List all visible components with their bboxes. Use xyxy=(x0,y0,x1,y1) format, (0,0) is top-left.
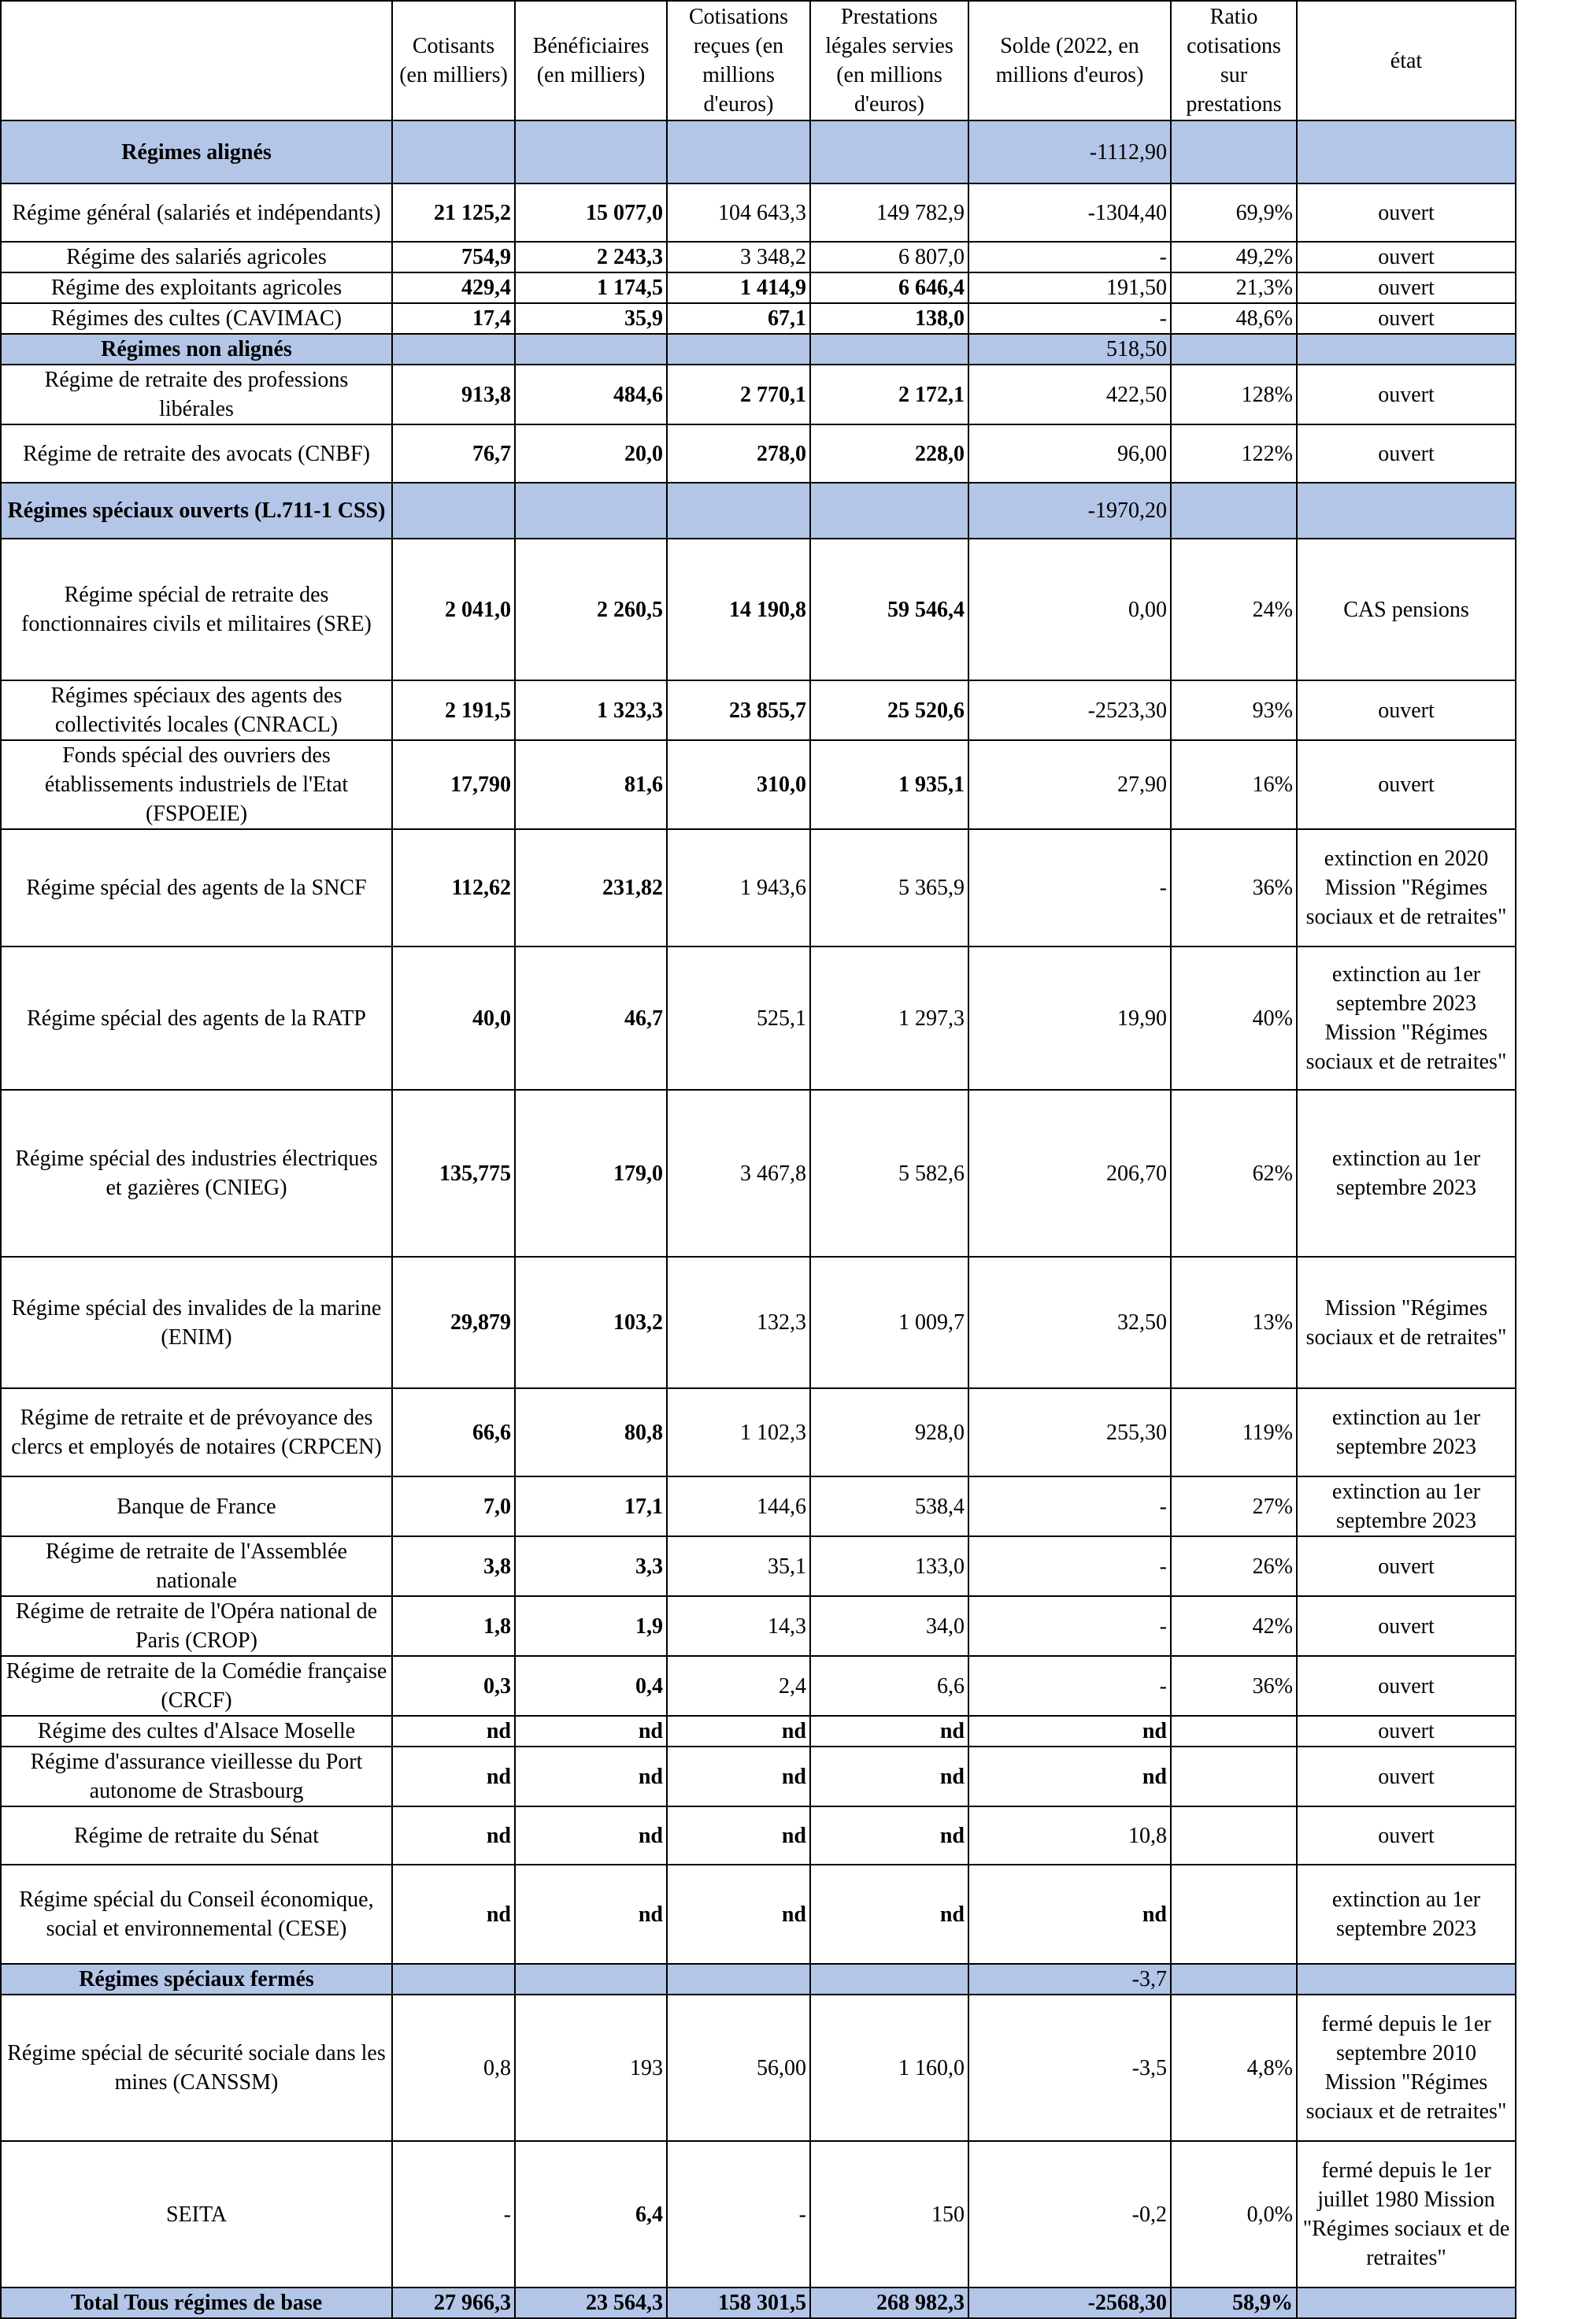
cell-etat: ouvert xyxy=(1297,680,1516,740)
cell-regime-name: Régimes des cultes (CAVIMAC) xyxy=(1,303,392,334)
table-row xyxy=(1,539,1516,680)
section-row xyxy=(1,483,1516,539)
cell-ratio: 36% xyxy=(1171,1656,1297,1716)
cell-ratio: 13% xyxy=(1171,1257,1297,1388)
cell-cotisations-recues: nd xyxy=(667,1806,810,1865)
cell-cotisations-recues: 2 770,1 xyxy=(667,365,810,424)
cell-beneficiaires: 3,3 xyxy=(515,1536,667,1596)
cell-prestations xyxy=(810,1964,968,1995)
cell-etat: Mission "Régimes sociaux et de retraites" xyxy=(1297,1257,1516,1388)
cell-solde: 206,70 xyxy=(968,1090,1171,1257)
table-row xyxy=(1,1596,1516,1656)
cell-ratio xyxy=(1171,120,1297,183)
cell-solde: 96,00 xyxy=(968,424,1171,483)
header-prestations: Prestations légales servies (en millions d'euros) xyxy=(810,1,968,120)
cell-cotisants xyxy=(392,483,515,539)
cell-cotisants xyxy=(392,120,515,183)
cell-ratio: 128% xyxy=(1171,365,1297,424)
cell-solde: -3,5 xyxy=(968,1995,1171,2141)
cell-ratio: 4,8% xyxy=(1171,1995,1297,2141)
cell-solde: 255,30 xyxy=(968,1388,1171,1476)
cell-regime-name: Régime spécial des agents de la SNCF xyxy=(1,829,392,946)
cell-cotisants: 0,3 xyxy=(392,1656,515,1716)
cell-prestations: 6 807,0 xyxy=(810,242,968,272)
cell-etat xyxy=(1297,2288,1516,2318)
cell-cotisants: 135,775 xyxy=(392,1090,515,1257)
cell-ratio: 40% xyxy=(1171,946,1297,1090)
cell-etat: extinction au 1er septembre 2023 xyxy=(1297,1090,1516,1257)
cell-cotisants: 2 041,0 xyxy=(392,539,515,680)
table-row xyxy=(1,2141,1516,2288)
cell-cotisations-recues: 278,0 xyxy=(667,424,810,483)
cell-regime-name: Régime spécial de sécurité sociale dans les mines (CANSSM) xyxy=(1,1995,392,2141)
cell-beneficiaires: nd xyxy=(515,1747,667,1806)
cell-solde: 191,50 xyxy=(968,272,1171,303)
cell-solde: 10,8 xyxy=(968,1806,1171,1865)
table-row xyxy=(1,1716,1516,1747)
cell-regime-name: Régime de retraite et de prévoyance des clercs et employés de notaires (CRPCEN) xyxy=(1,1388,392,1476)
cell-regime-name: Régime de retraite des professions libérales xyxy=(1,365,392,424)
table-row xyxy=(1,183,1516,242)
cell-solde: 422,50 xyxy=(968,365,1171,424)
cell-cotisants: 29,879 xyxy=(392,1257,515,1388)
cell-cotisants: 66,6 xyxy=(392,1388,515,1476)
cell-prestations: 2 172,1 xyxy=(810,365,968,424)
cell-regime-name: Total Tous régimes de base xyxy=(1,2288,392,2318)
cell-solde: - xyxy=(968,303,1171,334)
cell-cotisants: 112,62 xyxy=(392,829,515,946)
cell-cotisations-recues: 104 643,3 xyxy=(667,183,810,242)
cell-cotisants: 40,0 xyxy=(392,946,515,1090)
header-ratio: Ratio cotisations sur prestations xyxy=(1171,1,1297,120)
cell-prestations: nd xyxy=(810,1806,968,1865)
cell-beneficiaires: 46,7 xyxy=(515,946,667,1090)
header-row xyxy=(1,1,1516,120)
cell-ratio: 27% xyxy=(1171,1476,1297,1536)
cell-beneficiaires: 20,0 xyxy=(515,424,667,483)
table-row xyxy=(1,1536,1516,1596)
cell-cotisations-recues: 525,1 xyxy=(667,946,810,1090)
cell-beneficiaires: 484,6 xyxy=(515,365,667,424)
cell-beneficiaires: 2 260,5 xyxy=(515,539,667,680)
cell-cotisations-recues: 35,1 xyxy=(667,1536,810,1596)
table-row xyxy=(1,1257,1516,1388)
cell-prestations: 5 582,6 xyxy=(810,1090,968,1257)
cell-prestations: 228,0 xyxy=(810,424,968,483)
cell-beneficiaires: 81,6 xyxy=(515,740,667,829)
cell-beneficiaires: 193 xyxy=(515,1995,667,2141)
cell-cotisants: 21 125,2 xyxy=(392,183,515,242)
table-row xyxy=(1,365,1516,424)
cell-prestations: 1 935,1 xyxy=(810,740,968,829)
cell-regime-name: Régime de retraite de l'Assemblée nationale xyxy=(1,1536,392,1596)
cell-beneficiaires xyxy=(515,120,667,183)
cell-beneficiaires: 1,9 xyxy=(515,1596,667,1656)
cell-regime-name: Régimes non alignés xyxy=(1,334,392,365)
cell-cotisants xyxy=(392,334,515,365)
cell-ratio: 36% xyxy=(1171,829,1297,946)
cell-etat: ouvert xyxy=(1297,1596,1516,1656)
cell-regime-name: Banque de France xyxy=(1,1476,392,1536)
cell-solde: 27,90 xyxy=(968,740,1171,829)
cell-cotisations-recues: 67,1 xyxy=(667,303,810,334)
cell-cotisations-recues: 2,4 xyxy=(667,1656,810,1716)
cell-beneficiaires: nd xyxy=(515,1806,667,1865)
cell-cotisations-recues xyxy=(667,483,810,539)
cell-regime-name: Régimes spéciaux ouverts (L.711-1 CSS) xyxy=(1,483,392,539)
table-row xyxy=(1,1747,1516,1806)
table-row xyxy=(1,303,1516,334)
cell-cotisants xyxy=(392,1964,515,1995)
cell-prestations: 133,0 xyxy=(810,1536,968,1596)
cell-etat: ouvert xyxy=(1297,1747,1516,1806)
table-row xyxy=(1,1865,1516,1964)
cell-etat: ouvert xyxy=(1297,740,1516,829)
cell-solde: 19,90 xyxy=(968,946,1171,1090)
cell-etat: CAS pensions xyxy=(1297,539,1516,680)
cell-cotisations-recues: 56,00 xyxy=(667,1995,810,2141)
cell-regime-name: Régime de retraite de l'Opéra national de Paris (CROP) xyxy=(1,1596,392,1656)
cell-etat: ouvert xyxy=(1297,1536,1516,1596)
cell-cotisations-recues xyxy=(667,1964,810,1995)
cell-etat: ouvert xyxy=(1297,303,1516,334)
cell-regime-name: Régime spécial des agents de la RATP xyxy=(1,946,392,1090)
cell-regime-name: Régime général (salariés et indépendants) xyxy=(1,183,392,242)
table-row xyxy=(1,740,1516,829)
cell-etat: extinction en 2020 Mission "Régimes sociaux et de retraites" xyxy=(1297,829,1516,946)
cell-ratio xyxy=(1171,1865,1297,1964)
table-row xyxy=(1,1656,1516,1716)
cell-etat: ouvert xyxy=(1297,1656,1516,1716)
cell-solde: -1112,90 xyxy=(968,120,1171,183)
cell-regime-name: Régime de retraite de la Comédie française (CRCF) xyxy=(1,1656,392,1716)
cell-beneficiaires: 1 174,5 xyxy=(515,272,667,303)
cell-beneficiaires: 15 077,0 xyxy=(515,183,667,242)
cell-ratio xyxy=(1171,334,1297,365)
table-row xyxy=(1,1388,1516,1476)
cell-cotisations-recues: 1 414,9 xyxy=(667,272,810,303)
cell-prestations: 1 160,0 xyxy=(810,1995,968,2141)
cell-regime-name: Régime des cultes d'Alsace Moselle xyxy=(1,1716,392,1747)
cell-cotisations-recues: 23 855,7 xyxy=(667,680,810,740)
cell-beneficiaires: nd xyxy=(515,1865,667,1964)
cell-beneficiaires: 231,82 xyxy=(515,829,667,946)
cell-prestations xyxy=(810,483,968,539)
cell-beneficiaires: 35,9 xyxy=(515,303,667,334)
cell-ratio: 122% xyxy=(1171,424,1297,483)
cell-cotisations-recues: 1 943,6 xyxy=(667,829,810,946)
cell-beneficiaires: 103,2 xyxy=(515,1257,667,1388)
cell-prestations: 1 297,3 xyxy=(810,946,968,1090)
cell-ratio xyxy=(1171,1747,1297,1806)
cell-cotisations-recues: nd xyxy=(667,1747,810,1806)
cell-cotisants: 76,7 xyxy=(392,424,515,483)
section-row xyxy=(1,1964,1516,1995)
cell-solde: -1970,20 xyxy=(968,483,1171,539)
cell-beneficiaires xyxy=(515,1964,667,1995)
cell-solde: -1304,40 xyxy=(968,183,1171,242)
cell-cotisations-recues: 310,0 xyxy=(667,740,810,829)
cell-ratio: 62% xyxy=(1171,1090,1297,1257)
cell-cotisations-recues: - xyxy=(667,2141,810,2288)
cell-etat xyxy=(1297,1964,1516,1995)
cell-beneficiaires: 23 564,3 xyxy=(515,2288,667,2318)
cell-ratio: 93% xyxy=(1171,680,1297,740)
cell-etat xyxy=(1297,483,1516,539)
cell-ratio: 0,0% xyxy=(1171,2141,1297,2288)
cell-cotisants: nd xyxy=(392,1716,515,1747)
cell-cotisations-recues: 144,6 xyxy=(667,1476,810,1536)
cell-etat: extinction au 1er septembre 2023 xyxy=(1297,1388,1516,1476)
cell-etat: ouvert xyxy=(1297,365,1516,424)
cell-prestations: 150 xyxy=(810,2141,968,2288)
cell-cotisants: 17,790 xyxy=(392,740,515,829)
cell-prestations: 1 009,7 xyxy=(810,1257,968,1388)
cell-cotisants: nd xyxy=(392,1747,515,1806)
cell-etat: extinction au 1er septembre 2023 xyxy=(1297,1865,1516,1964)
header-cotisants: Cotisants (en milliers) xyxy=(392,1,515,120)
cell-cotisants: nd xyxy=(392,1806,515,1865)
cell-beneficiaires: nd xyxy=(515,1716,667,1747)
table-row xyxy=(1,946,1516,1090)
cell-cotisants: 0,8 xyxy=(392,1995,515,2141)
cell-prestations: 268 982,3 xyxy=(810,2288,968,2318)
cell-beneficiaires xyxy=(515,483,667,539)
cell-cotisations-recues: 158 301,5 xyxy=(667,2288,810,2318)
cell-cotisants: 3,8 xyxy=(392,1536,515,1596)
cell-solde: -2523,30 xyxy=(968,680,1171,740)
cell-regime-name: Régime des salariés agricoles xyxy=(1,242,392,272)
cell-solde: -3,7 xyxy=(968,1964,1171,1995)
cell-cotisations-recues: nd xyxy=(667,1865,810,1964)
cell-solde: - xyxy=(968,1476,1171,1536)
cell-beneficiaires: 6,4 xyxy=(515,2141,667,2288)
cell-ratio: 26% xyxy=(1171,1536,1297,1596)
cell-solde: -0,2 xyxy=(968,2141,1171,2288)
cell-etat: extinction au 1er septembre 2023 xyxy=(1297,1476,1516,1536)
cell-prestations: 138,0 xyxy=(810,303,968,334)
cell-prestations: 149 782,9 xyxy=(810,183,968,242)
cell-prestations: 538,4 xyxy=(810,1476,968,1536)
table-row xyxy=(1,680,1516,740)
table-row xyxy=(1,829,1516,946)
cell-etat: extinction au 1er septembre 2023 Mission "Régimes sociaux et de retraites" xyxy=(1297,946,1516,1090)
cell-ratio xyxy=(1171,1716,1297,1747)
table-row xyxy=(1,242,1516,272)
cell-etat xyxy=(1297,120,1516,183)
cell-solde: nd xyxy=(968,1716,1171,1747)
table-row xyxy=(1,272,1516,303)
cell-cotisations-recues: 1 102,3 xyxy=(667,1388,810,1476)
cell-prestations xyxy=(810,120,968,183)
cell-cotisations-recues: 14 190,8 xyxy=(667,539,810,680)
cell-prestations: 25 520,6 xyxy=(810,680,968,740)
cell-ratio: 16% xyxy=(1171,740,1297,829)
header-cotisations-recues: Cotisations reçues (en millions d'euros) xyxy=(667,1,810,120)
cell-regime-name: SEITA xyxy=(1,2141,392,2288)
cell-prestations: 34,0 xyxy=(810,1596,968,1656)
cell-solde: - xyxy=(968,1596,1171,1656)
cell-prestations: 928,0 xyxy=(810,1388,968,1476)
cell-beneficiaires: 0,4 xyxy=(515,1656,667,1716)
cell-etat: ouvert xyxy=(1297,1716,1516,1747)
cell-regime-name: Régimes alignés xyxy=(1,120,392,183)
cell-ratio: 42% xyxy=(1171,1596,1297,1656)
cell-ratio: 69,9% xyxy=(1171,183,1297,242)
table-row xyxy=(1,1090,1516,1257)
table-body xyxy=(1,120,1516,2318)
cell-cotisants: 7,0 xyxy=(392,1476,515,1536)
cell-solde: - xyxy=(968,242,1171,272)
cell-solde: - xyxy=(968,1536,1171,1596)
table-row xyxy=(1,1995,1516,2141)
cell-etat: ouvert xyxy=(1297,183,1516,242)
cell-prestations: 5 365,9 xyxy=(810,829,968,946)
cell-ratio xyxy=(1171,1964,1297,1995)
cell-cotisants: 754,9 xyxy=(392,242,515,272)
cell-regime-name: Régime spécial des industries électriques et gazières (CNIEG) xyxy=(1,1090,392,1257)
cell-beneficiaires: 17,1 xyxy=(515,1476,667,1536)
table-row xyxy=(1,1476,1516,1536)
cell-cotisations-recues: 3 348,2 xyxy=(667,242,810,272)
cell-ratio: 21,3% xyxy=(1171,272,1297,303)
cell-solde: 518,50 xyxy=(968,334,1171,365)
cell-prestations: nd xyxy=(810,1747,968,1806)
cell-solde: - xyxy=(968,1656,1171,1716)
section-row xyxy=(1,334,1516,365)
cell-etat: fermé depuis le 1er juillet 1980 Mission "Régimes sociaux et de retraites" xyxy=(1297,2141,1516,2288)
cell-solde: nd xyxy=(968,1747,1171,1806)
cell-beneficiaires xyxy=(515,334,667,365)
cell-prestations: nd xyxy=(810,1865,968,1964)
cell-cotisations-recues xyxy=(667,334,810,365)
cell-cotisants: 1,8 xyxy=(392,1596,515,1656)
cell-cotisants: 27 966,3 xyxy=(392,2288,515,2318)
cell-solde: - xyxy=(968,829,1171,946)
cell-etat: ouvert xyxy=(1297,272,1516,303)
cell-ratio: 49,2% xyxy=(1171,242,1297,272)
cell-cotisants: nd xyxy=(392,1865,515,1964)
cell-prestations: 59 546,4 xyxy=(810,539,968,680)
cell-cotisants: 913,8 xyxy=(392,365,515,424)
header-etat: état xyxy=(1297,1,1516,120)
cell-regime-name: Régime d'assurance vieillesse du Port autonome de Strasbourg xyxy=(1,1747,392,1806)
cell-cotisations-recues: nd xyxy=(667,1716,810,1747)
cell-prestations: 6,6 xyxy=(810,1656,968,1716)
cell-etat xyxy=(1297,334,1516,365)
cell-cotisants: 2 191,5 xyxy=(392,680,515,740)
cell-etat: ouvert xyxy=(1297,1806,1516,1865)
cell-beneficiaires: 1 323,3 xyxy=(515,680,667,740)
cell-cotisations-recues: 3 467,8 xyxy=(667,1090,810,1257)
cell-ratio: 48,6% xyxy=(1171,303,1297,334)
cell-regime-name: Régimes spéciaux fermés xyxy=(1,1964,392,1995)
table-row xyxy=(1,424,1516,483)
cell-ratio xyxy=(1171,1806,1297,1865)
cell-solde: 32,50 xyxy=(968,1257,1171,1388)
cell-ratio: 119% xyxy=(1171,1388,1297,1476)
cell-cotisants: 429,4 xyxy=(392,272,515,303)
cell-beneficiaires: 80,8 xyxy=(515,1388,667,1476)
cell-cotisants: - xyxy=(392,2141,515,2288)
cell-regime-name: Régime des exploitants agricoles xyxy=(1,272,392,303)
cell-etat: fermé depuis le 1er septembre 2010 Mission "Régimes sociaux et de retraites" xyxy=(1297,1995,1516,2141)
cell-prestations: nd xyxy=(810,1716,968,1747)
cell-beneficiaires: 2 243,3 xyxy=(515,242,667,272)
cell-ratio xyxy=(1171,483,1297,539)
cell-prestations xyxy=(810,334,968,365)
cell-regime-name: Régime de retraite des avocats (CNBF) xyxy=(1,424,392,483)
section-row xyxy=(1,2288,1516,2318)
cell-regime-name: Régimes spéciaux des agents des collectivités locales (CNRACL) xyxy=(1,680,392,740)
table-row xyxy=(1,1806,1516,1865)
section-row xyxy=(1,120,1516,183)
cell-etat: ouvert xyxy=(1297,242,1516,272)
cell-regime-name: Régime spécial de retraite des fonctionnaires civils et militaires (SRE) xyxy=(1,539,392,680)
cell-ratio: 58,9% xyxy=(1171,2288,1297,2318)
cell-cotisants: 17,4 xyxy=(392,303,515,334)
cell-cotisations-recues xyxy=(667,120,810,183)
cell-cotisations-recues: 132,3 xyxy=(667,1257,810,1388)
cell-beneficiaires: 179,0 xyxy=(515,1090,667,1257)
header-solde: Solde (2022, en millions d'euros) xyxy=(968,1,1171,120)
cell-cotisations-recues: 14,3 xyxy=(667,1596,810,1656)
cell-solde: -2568,30 xyxy=(968,2288,1171,2318)
header-beneficiaires: Bénéficiaires (en milliers) xyxy=(515,1,667,120)
cell-regime-name: Régime de retraite du Sénat xyxy=(1,1806,392,1865)
cell-regime-name: Régime spécial du Conseil économique, social et environnemental (CESE) xyxy=(1,1865,392,1964)
cell-solde: 0,00 xyxy=(968,539,1171,680)
cell-prestations: 6 646,4 xyxy=(810,272,968,303)
cell-regime-name: Régime spécial des invalides de la marine (ENIM) xyxy=(1,1257,392,1388)
cell-ratio: 24% xyxy=(1171,539,1297,680)
cell-solde: nd xyxy=(968,1865,1171,1964)
cell-etat: ouvert xyxy=(1297,424,1516,483)
header-regime xyxy=(1,1,392,120)
cell-regime-name: Fonds spécial des ouvriers des établissements industriels de l'Etat (FSPOEIE) xyxy=(1,740,392,829)
